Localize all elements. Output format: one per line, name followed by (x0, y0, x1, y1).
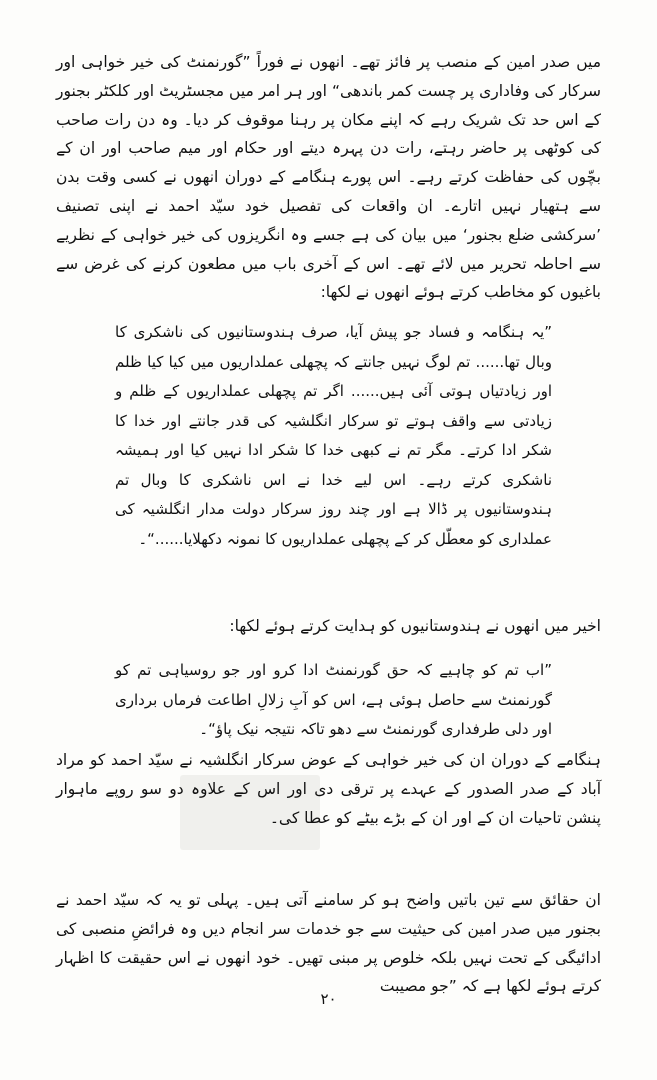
paragraph-1: میں صدر امین کے منصب پر فائز تھے۔ انھوں نے فوراً ”گورنمنٹ کی خیر خواہی اور سرکار کی وفاداری پر چست کمر باندھی“ اور ہر امر میں مجسٹریٹ اور کلکٹر بجنور کے اس حد تک شریک رہے کہ اپنے مکان پر رہنا موقوف کر دیا۔ وہ دن رات صاحب کی کوٹھی پر حاضر رہتے، رات دن پہرہ دیتے اور حکام اور میم صاحب اور ان کے بچّوں کی حفاظت کرتے رہے۔ اس پورے ہنگامے کے دوران انھوں نے کسی وقت بدن سے ہتھیار نہیں اتارے۔ ان واقعات کی تفصیل خود سیّد احمد نے اپنی تصنیف ’سرکشی ضلع بجنور‘ میں بیان کی ہے جسے وہ انگریزوں کی خیر خواہی کے نظریے سے احاطہ تحریر میں لائے تھے۔ اس کے آخری باب میں مطعون کرنے کی غرض سے باغیوں کو مخاطب کرتے ہوئے انھوں نے لکھا: (56, 53, 601, 302)
paragraph-2: اخیر میں انھوں نے ہندوستانیوں کو ہدایت کرتے ہوئے لکھا: (229, 617, 601, 635)
paragraph-4: ان حقائق سے تین باتیں واضح ہو کر سامنے آتی ہیں۔ پہلی تو یہ کہ سیّد احمد نے بجنور میں صدر امین کی حیثیت سے جو خدمات سر انجام دیں وہ فرائضِ منصبی کی ادائیگی کے تحت نہیں بلکہ خلوص پر مبنی تھیں۔ خود انھوں نے اس حقیقت کا اظہار کرتے ہوئے لکھا ہے کہ ”جو مصیبت (56, 891, 601, 996)
paragraph-3: ہنگامے کے دوران ان کی خیر خواہی کے عوض سرکار انگلشیہ نے سیّد احمد کو مراد آباد کے صدر الصدور کے عہدے پر ترقی دی اور اس کے علاوہ دو سو روپے ماہوار پنشن تاحیات ان کے اور ان کے بڑے بیٹے کو عطا کی۔ (56, 751, 601, 827)
quote-1: ”یہ ہنگامہ و فساد جو پیش آیا، صرف ہندوستانیوں کی ناشکری کا وبال تھا...... تم لوگ نہیں جانتے کہ پچھلی عملداریوں میں کیا کیا ظلم اور زیادتیاں ہوتی آئی ہیں...... اگر تم پچھلی عملداریوں کے ظلم و زیادتی سے واقف ہوتے تو سرکار انگلشیہ کی قدر جانتے اور خدا کا شکر ادا کرتے۔ مگر تم نے کبھی خدا کا شکر ادا نہیں کیا اور ہمیشہ ناشکری کرتے رہے۔ اس لیے خدا نے اس ناشکری کا وبال تم ہندوستانیوں پر ڈالا ہے اور چند روز سرکار دولت مدار انگلشیہ کی عملداری کو معطّل کر کے پچھلی عملداریوں کا نمونہ دکھلایا......“۔ (115, 323, 552, 548)
page-number: ٢٠ (320, 990, 337, 1008)
quote-2: ”اب تم کو چاہیے کہ حق گورنمنٹ ادا کرو اور جو روسیاہی تم کو گورنمنٹ سے حاصل ہوئی ہے، اس کو آبِ زلالِ اطاعت فرماں برداری اور دلی طرفداری گورنمنٹ سے دھو تاکہ نتیجہ نیک پاؤ“۔ (115, 661, 552, 738)
